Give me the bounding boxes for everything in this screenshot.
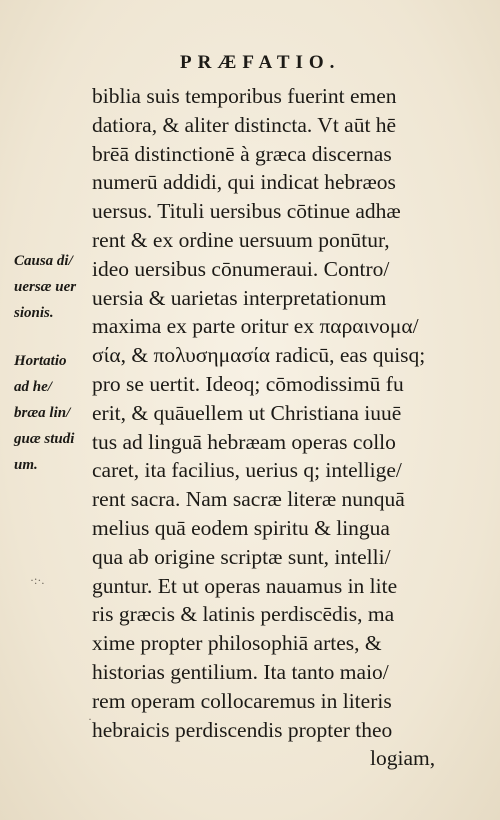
body-text bbox=[92, 82, 484, 773]
text-line: tus ad linguā hebræam operas collo bbox=[92, 429, 396, 454]
text-line: biblia suis temporibus fuerint emen bbox=[92, 84, 397, 108]
margin-note-line: guæ studi bbox=[14, 431, 75, 447]
text-line: erit, & quāuellem ut Christiana iuuē bbox=[92, 400, 402, 425]
margin-note-line: Hortatio bbox=[14, 353, 67, 369]
text-line: guntur. Et ut operas nauamus in lite bbox=[92, 573, 398, 598]
ink-speck: ·:·. bbox=[30, 573, 45, 587]
text-line: logiam, bbox=[370, 746, 436, 771]
text-line: datiora, & aliter distincta. Vt aūt hē bbox=[92, 112, 397, 137]
text-line: uersus. Tituli uersibus cōtinue adhæ bbox=[92, 199, 401, 224]
text-line: pro se uertit. Ideoq; cōmodissimū fu bbox=[92, 371, 404, 396]
ink-speck: · bbox=[88, 712, 92, 726]
margin-notes bbox=[14, 248, 98, 484]
margin-note bbox=[14, 248, 98, 326]
margin-note-line: ad he/ bbox=[14, 379, 52, 395]
text-line: xime propter philosophiā artes, & bbox=[92, 631, 382, 656]
margin-note-line: Causa di/ bbox=[14, 253, 73, 269]
running-head: PRÆFATIO. bbox=[180, 52, 341, 73]
text-line: σία, & πολυσημασία radicū, eas quisq; bbox=[92, 343, 426, 368]
text-line: historias gentilium. Ita tanto maio/ bbox=[92, 659, 389, 684]
text-line: qua ab origine scriptæ sunt, intelli/ bbox=[92, 544, 391, 569]
text-line: uersia & uarietas interpretationum bbox=[92, 285, 387, 310]
text-line: rent sacra. Nam sacræ literæ nunquā bbox=[92, 487, 405, 512]
text-line: caret, ita facilius, uerius q; intellige/ bbox=[92, 458, 402, 483]
text-line: ideo uersibus cōnumeraui. Contro/ bbox=[92, 256, 390, 281]
margin-note bbox=[14, 348, 98, 478]
text-line: rem operam collocaremus in literis bbox=[92, 688, 392, 713]
text-line: brēā distinctionē à græca discernas bbox=[92, 141, 392, 166]
text-line: maxima ex parte oritur ex παραινομα/ bbox=[92, 314, 419, 339]
margin-note-line: um. bbox=[14, 457, 38, 473]
text-line: numerū addidi, qui indicat hebræos bbox=[92, 170, 396, 195]
text-line: hebraicis perdiscendis propter theo bbox=[92, 717, 393, 742]
margin-note-line: sionis. bbox=[14, 305, 54, 321]
margin-note-line: bræa lin/ bbox=[14, 405, 71, 421]
text-line: rent & ex ordine uersuum ponūtur, bbox=[92, 227, 390, 252]
text-line: ris græcis & latinis perdiscēdis, ma bbox=[92, 602, 395, 627]
margin-note-line: uersæ uer bbox=[14, 279, 77, 295]
text-line: melius quā eodem spiritu & lingua bbox=[92, 515, 390, 540]
